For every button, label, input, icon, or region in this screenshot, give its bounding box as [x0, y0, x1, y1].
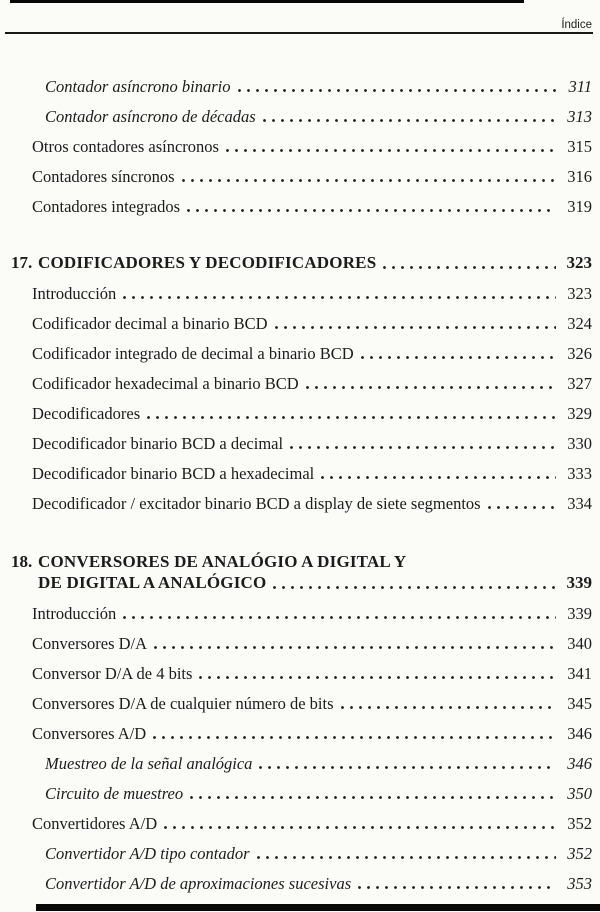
toc-page-number: 330: [567, 434, 592, 453]
chapter-title: DE DIGITAL A ANALÓGICO: [38, 573, 267, 592]
dot-leader: [290, 446, 556, 449]
toc-entry: [30, 864, 592, 894]
toc-entry-label: Codificador hexadecimal a binario BCD: [32, 374, 299, 393]
chapter-title: CODIFICADORES Y DECODIFICADORES: [38, 253, 377, 272]
toc-page-number: 345: [567, 694, 592, 713]
toc-entry: [30, 594, 592, 624]
toc-entry-label: Otros contadores asíncronos: [32, 137, 219, 156]
dot-leader: [321, 476, 556, 479]
toc-section: [11, 244, 592, 514]
toc-page-number: 352: [567, 844, 592, 863]
dot-leader: [123, 616, 556, 619]
dot-leader: [226, 149, 556, 152]
toc-page-number: 315: [567, 137, 592, 156]
toc-page-number: 353: [567, 874, 592, 893]
dot-leader: [154, 646, 556, 649]
toc-page-number: 326: [567, 344, 592, 363]
dot-leader: [199, 676, 556, 679]
dot-leader: [273, 586, 556, 589]
toc-page-number: 316: [567, 167, 592, 186]
dot-leader: [306, 386, 556, 389]
toc-entry: [30, 454, 592, 484]
toc-entry: [30, 424, 592, 454]
toc-entry: [30, 484, 592, 514]
toc-page-number: 324: [567, 314, 592, 333]
toc-page-number: 323: [567, 284, 592, 303]
chapter-title: CONVERSORES DE ANALÓGIO A DIGITAL Y: [38, 552, 407, 571]
chapter-heading-row: [11, 244, 592, 274]
toc-entry: [30, 654, 592, 684]
toc-entry-label: Contadores integrados: [32, 197, 181, 216]
toc-page-number: 329: [567, 404, 592, 423]
dot-leader: [190, 796, 556, 799]
toc-entry: [30, 127, 592, 157]
toc-entry-label: Introducción: [32, 604, 117, 623]
scan-artifact-bottom-bar: [36, 904, 600, 911]
toc-entry-label: Conversor D/A de 4 bits: [32, 664, 193, 683]
header-rule: [5, 32, 593, 34]
toc-entry-label: Decodificador binario BCD a hexadecimal: [32, 464, 315, 483]
toc-entry: [30, 394, 592, 424]
toc-page-number: 340: [567, 634, 592, 653]
toc-entry: [30, 364, 592, 394]
toc-page-number: 323: [566, 253, 592, 272]
toc-entry: [30, 624, 592, 654]
toc-entry: [30, 684, 592, 714]
dot-leader: [358, 886, 556, 889]
toc-page-number: 346: [567, 724, 592, 743]
toc-entry: [30, 187, 592, 217]
dot-leader: [488, 506, 556, 509]
toc-entry: [30, 304, 592, 334]
dot-leader: [238, 89, 557, 92]
toc-entry-label: Conversores A/D: [32, 724, 147, 743]
dot-leader: [187, 209, 556, 212]
toc-entry-label: Contadores síncronos: [32, 167, 175, 186]
toc-entry-label: Conversores D/A: [32, 634, 148, 653]
dot-leader: [153, 736, 556, 739]
chapter-heading-row: [11, 573, 592, 594]
toc-entry-label: Muestreo de la señal analógica: [45, 754, 253, 773]
toc-entry: [30, 67, 592, 97]
toc-entry: [30, 834, 592, 864]
toc-page-number: 352: [567, 814, 592, 833]
toc-entry-label: Decodificador binario BCD a decimal: [32, 434, 284, 453]
toc-entry-label: Codificador decimal a binario BCD: [32, 314, 268, 333]
toc: [11, 67, 592, 894]
toc-entry: [30, 97, 592, 127]
dot-leader: [383, 266, 556, 269]
toc-page-number: 350: [567, 784, 592, 803]
dot-leader: [361, 356, 556, 359]
toc-entry-label: Convertidores A/D: [32, 814, 158, 833]
toc-entry: [30, 774, 592, 804]
chapter-heading-row: [11, 543, 592, 573]
dot-leader: [147, 416, 556, 419]
dot-leader: [259, 766, 556, 769]
toc-entry-label: Introducción: [32, 284, 117, 303]
toc-entry-label: Convertidor A/D de aproximaciones sucesivas: [45, 874, 352, 893]
toc-entry-label: Decodificadores: [32, 404, 141, 423]
toc-entry-label: Circuito de muestreo: [45, 784, 184, 803]
toc-section: [11, 543, 592, 894]
toc-entry: [30, 744, 592, 774]
toc-page-number: 339: [567, 604, 592, 623]
toc-entry-label: Contador asíncrono binario: [45, 77, 231, 96]
chapter-number: 18.: [11, 552, 33, 571]
scan-artifact-top-bar: [10, 0, 524, 3]
dot-leader: [164, 826, 556, 829]
toc-section: [30, 67, 592, 217]
toc-page-number: 346: [567, 754, 592, 773]
page-header-label: Índice: [561, 19, 592, 31]
toc-entry: [30, 274, 592, 304]
toc-entry-label: Convertidor A/D tipo contador: [45, 844, 250, 863]
toc-page-number: 341: [567, 664, 592, 683]
toc-entry-label: Codificador integrado de decimal a binario BCD: [32, 344, 354, 363]
dot-leader: [263, 119, 556, 122]
toc-entry: [30, 334, 592, 364]
toc-entry-label: Decodificador / excitador binario BCD a display de siete segmentos: [32, 494, 481, 513]
toc-entry-label: Conversores D/A de cualquier número de bits: [32, 694, 334, 713]
toc-page-number: 313: [567, 107, 592, 126]
toc-page-number: 327: [567, 374, 592, 393]
dot-leader: [182, 179, 556, 182]
toc-entry: [30, 804, 592, 834]
toc-page-number: 319: [567, 197, 592, 216]
chapter-number: 17.: [11, 253, 33, 272]
toc-entry: [30, 714, 592, 744]
toc-page-number: 333: [567, 464, 592, 483]
toc-entry-label: Contador asíncrono de décadas: [45, 107, 256, 126]
dot-leader: [341, 706, 556, 709]
toc-page-number: 311: [568, 77, 592, 96]
dot-leader: [123, 296, 556, 299]
dot-leader: [257, 856, 556, 859]
toc-page-number: 339: [566, 573, 592, 592]
toc-entry: [30, 157, 592, 187]
toc-page-number: 334: [567, 494, 592, 513]
dot-leader: [275, 326, 556, 329]
